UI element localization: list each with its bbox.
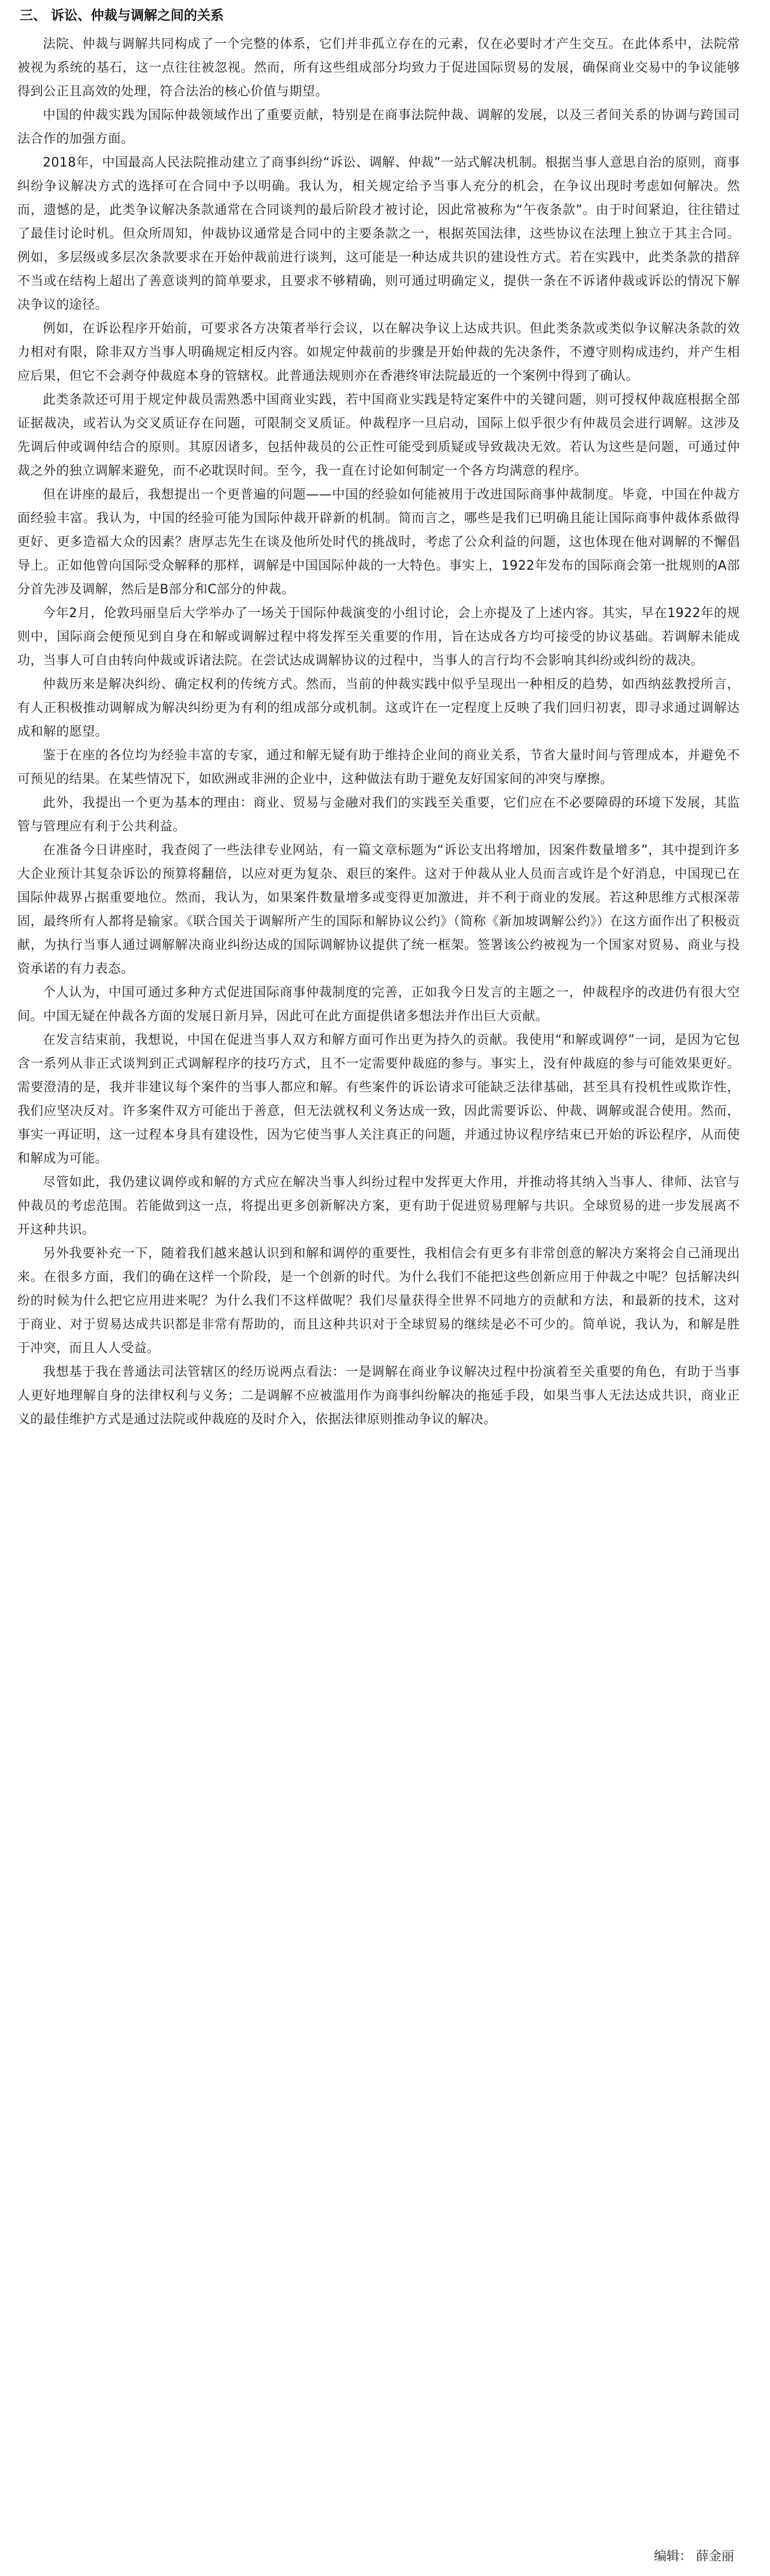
- paragraph: 我想基于我在普通法司法管辖区的经历说两点看法：一是调解在商业争议解决过程中扮演着至关重要的角色，有助于当事人更好地理解自身的法律权利与义务；二是调解不应被滥用作为商事纠纷解决的拖延手段，如果当事人无法达成共识，商业正义的最佳维护方式是通过法院或仲裁庭的及时介入，依据法律原则推动争议的解决。: [17, 1365, 740, 1427]
- paragraph: 鉴于在座的各位均为经验丰富的专家，通过和解无疑有助于维持企业间的商业关系，节省大量时间与管理成本，并避免不可预见的结果。在某些情况下，如欧洲或非洲的企业中，这种做法有助于避免友好国家间的冲突与摩擦。: [17, 748, 740, 787]
- paragraph: 法院、仲裁与调解共同构成了一个完整的体系，它们并非孤立存在的元素，仅在必要时才产生交互。在此体系中，法院常被视为系统的基石，这一点往往被忽视。然而，所有这些组成部分均致力于促进国际贸易的发展，确保商业交易中的争议能够得到公正且高效的处理，符合法治的核心价值与期望。: [17, 37, 740, 99]
- editor-credit: 编辑： 薛金丽: [654, 2549, 734, 2564]
- paragraph: 另外我要补充一下，随着我们越来越认识到和解和调停的重要性，我相信会有更多有非常创意的解决方案将会自己涌现出来。在很多方面，我们的确在这样一个阶段，是一个创新的时代。为什么我们不能把这些创新应用于仲裁之中呢？包括解决纠纷的时候为什么把它应用进来呢？为什么我们不这样做呢？我们尽量获得全世界不同地方的贡献和方法，和最新的技术，这对于商业、对于贸易达成共识都是非常有帮助的，而且这种共识对于全球贸易的继续是必不可少的。简单说，我认为，和解是胜于冲突，而且人人受益。: [17, 1246, 740, 1356]
- paragraph: 在发言结束前，我想说，中国在促进当事人双方和解方面可作出更为持久的贡献。我使用“和解或调停”一词，是因为它包含一系列从非正式谈判到正式调解程序的技巧方式，且不一定需要仲裁庭的参与。事实上，没有仲裁庭的参与可能效果更好。需要澄清的是，我并非建议每个案件的当事人都应和解。有些案件的诉讼请求可能缺乏法律基础，甚至具有投机性或欺诈性，我们应坚决反对。许多案件双方可能出于善意，但无法就权利义务达成一致，因此需要诉讼、仲裁、调解或混合使用。然而，事实一再证明，这一过程本身具有建设性，因为它使当事人关注真正的问题，并通过协议程序结束已开始的诉讼程序，从而使和解成为可能。: [17, 1033, 740, 1166]
- paragraph: 2018年，中国最高人民法院推动建立了商事纠纷“诉讼、调解、仲裁”一站式解决机制。根据当事人意思自治的原则，商事纠纷争议解决方式的选择可在合同中予以明确。我认为，相关规定给予当事人充分的机会，在争议出现时考虑如何解决。然而，遗憾的是，此类争议解决条款通常在合同谈判的最后阶段才被讨论，因此常被称为“午夜条款”。由于时间紧迫，往往错过了最佳讨论时机。但众所周知，仲裁协议通常是合同中的主要条款之一，根据英国法律，这些协议在法理上独立于其主合同。例如，多层级或多层次条款要求在开始仲裁前进行谈判，这可能是一种达成共识的建设性方式。若在实践中，此类条款的措辞不当或在结构上超出了善意谈判的简单要求，且要求不够精确，则可通过明确定义，提供一条在不诉诸仲裁或诉讼的情况下解决争议的途径。: [17, 156, 740, 312]
- article-body: [0, 32, 770, 1431]
- section-heading: 三、 诉讼、仲裁与调解之间的关系: [20, 8, 224, 23]
- paragraph: 此类条款还可用于规定仲裁员需熟悉中国商业实践，若中国商业实践是特定案件中的关键问题，则可授权仲裁庭根据全部证据裁决，或若认为交叉质证存在问题，可限制交叉质证。仲裁程序一旦启动，国际上似乎很少有仲裁员会进行调解。这涉及先调后仲或调仲结合的原则。其原因诸多，包括仲裁员的公正性可能受到质疑或导致裁决无效。若认为这些是问题，可通过仲裁之外的独立调解来避免，而不必耽误时间。至今，我一直在讨论如何制定一个各方均满意的程序。: [17, 393, 740, 478]
- paragraph: 中国的仲裁实践为国际仲裁领域作出了重要贡献，特别是在商事法院仲裁、调解的发展，以及三者间关系的协调与跨国司法合作的加强方面。: [17, 108, 740, 146]
- paragraph: 个人认为，中国可通过多种方式促进国际商事仲裁制度的完善，正如我今日发言的主题之一，仲裁程序的改进仍有很大空间。中国无疑在仲裁各方面的发展日新月异，因此可在此方面提供诸多想法并作出巨大贡献。: [17, 986, 740, 1024]
- paragraph: 尽管如此，我仍建议调停或和解的方式应在解决当事人纠纷过程中发挥更大作用，并推动将其纳入当事人、律师、法官与仲裁员的考虑范围。若能做到这一点，将提出更多创新解决方案，更有助于促进贸易理解与共识。全球贸易的进一步发展离不开这种共识。: [17, 1175, 740, 1237]
- paragraph: 今年2月，伦敦玛丽皇后大学举办了一场关于国际仲裁演变的小组讨论，会上亦提及了上述内容。其实，早在1922年的规则中，国际商会便预见到自身在和解或调解过程中将发挥至关重要的作用，旨在达成各方均可接受的协议基础。若调解未能成功，当事人可自由转向仲裁或诉诸法院。在尝试达成调解协议的过程中，当事人的言行均不会影响其纠纷或纠纷的裁决。: [17, 606, 740, 668]
- paragraph: 此外，我提出一个更为基本的理由：商业、贸易与金融对我们的实践至关重要，它们应在不必要障碍的环境下发展，其监管与管理应有利于公共利益。: [17, 796, 740, 834]
- paragraph: 仲裁历来是解决纠纷、确定权利的传统方式。然而，当前的仲裁实践中似乎呈现出一种相反的趋势，如西纳兹教授所言，有人正积极推动调解成为解决纠纷更为有利的组成部分或机制。这或许在一定程度上反映了我们回归初衷，即寻求通过调解达成和解的愿望。: [17, 677, 740, 739]
- paragraph: 在准备今日讲座时，我查阅了一些法律专业网站，有一篇文章标题为“诉讼支出将增加，因案件数量增多”，其中提到许多大企业预计其复杂诉讼的预算将翻倍，以应对更为复杂、艰巨的案件。这对于仲裁从业人员而言或许是个好消息，中国现已在国际仲裁界占据重要地位。然而，我认为，如果案件数量增多或变得更加激进，并不利于商业的发展。若这种思维方式根深蒂固，最终所有人都将是输家。《联合国关于调解所产生的国际和解协议公约》（简称《新加坡调解公约》）在这方面作出了积极贡献，为执行当事人通过调解解决商业纠纷达成的国际调解协议提供了统一框架。签署该公约被视为一个国家对贸易、商业与投资承诺的有力表态。: [17, 843, 740, 976]
- paragraph: 但在讲座的最后，我想提出一个更普遍的问题——中国的经验如何能被用于改进国际商事仲裁制度。毕竟，中国在仲裁方面经验丰富。我认为，中国的经验可能为国际仲裁开辟新的机制。简而言之，哪些是我们已明确且能让国际商事仲裁体系做得更好、更多造福大众的因素？唐厚志先生在谈及他所处时代的挑战时，考虑了公众利益的问题，这也体现在他对调解的不懈倡导上。正如他曾向国际受众解释的那样，调解是中国国际仲裁的一大特色。事实上，1922年发布的国际商会第一批规则的A部分首先涉及调解，然后是B部分和C部分的仲裁。: [17, 488, 740, 597]
- paragraph: 例如，在诉讼程序开始前，可要求各方决策者举行会议，以在解决争议上达成共识。但此类条款或类似争议解决条款的效力相对有限，除非双方当事人明确规定相反内容。如规定仲裁前的步骤是开始仲裁的先决条件，不遵守则构成违约，并产生相应后果，但它不会剥夺仲裁庭本身的管辖权。此普通法规则亦在香港终审法院最近的一个案例中得到了确认。: [17, 322, 740, 383]
